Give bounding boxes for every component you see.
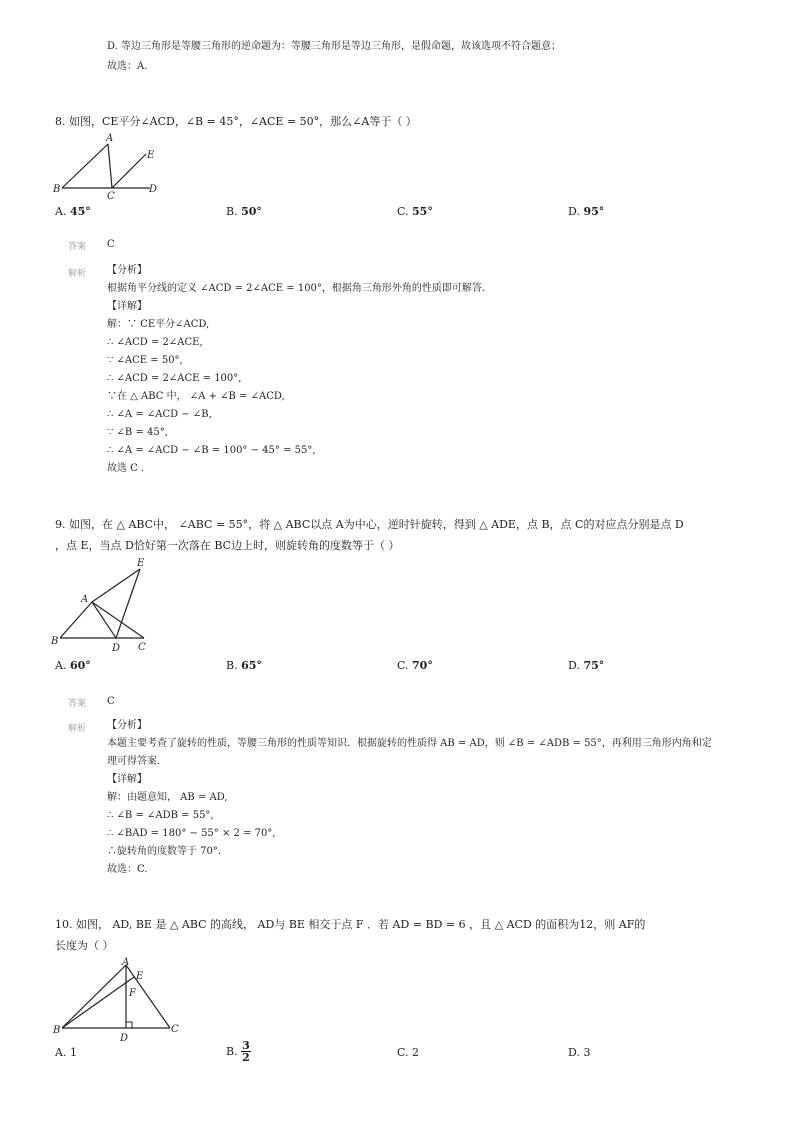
q8-analysis-line: ∵ ∠ACE = 50°,	[107, 355, 183, 366]
q8-analysis-line: ∵ ∠B = 45°,	[107, 427, 168, 438]
q10-stem-line2: 长度为（ ）	[55, 939, 114, 952]
q8-label-a: A	[106, 133, 114, 144]
q10-figure	[50, 955, 190, 1045]
q9-analysis-line: 解：由题意知， AB = AD,	[107, 792, 228, 803]
q8-option-d[interactable]: D. 95°	[568, 205, 605, 218]
q9-stem-line2: ，点 E，当点 D恰好第一次落在 BC边上时，则旋转角的度数等于（ ）	[55, 539, 400, 552]
q8-analysis-line: 【分析】	[107, 265, 147, 276]
prev-option-d-line: D. 等边三角形是等腰三角形的逆命题为：等腰三角形是等边三角形，是假命题，故该选项不符合题意；	[107, 41, 562, 52]
q8-analysis-line: 根据角平分线的定义 ∠ACD = 2∠ACE = 100°，根据角三角形外角的性质即可解答.	[107, 283, 486, 294]
q9-analysis-line: 故选：C.	[107, 864, 148, 875]
q9-label-d: D	[112, 643, 121, 654]
q9-analysis-line: 【详解】	[107, 774, 147, 785]
q9-analysis-line: ∴旋转角的度数等于 70°.	[107, 846, 222, 857]
q8-label-d: D	[149, 184, 158, 195]
q9-answer-label: 答案	[68, 699, 87, 709]
q9-option-c[interactable]: C. 70°	[397, 659, 433, 672]
q10-option-b[interactable]: B. $\frac{3}{2}$	[226, 1039, 250, 1064]
q9-analysis-line: 【分析】	[107, 720, 147, 731]
q9-answer: C	[107, 696, 115, 707]
q9-analysis-line: 本题主要考查了旋转的性质，等腰三角形的性质等知识．根据旋转的性质得 AB = AD，则 ∠B = ∠ADB = 55°，再利用三角形内角和定	[107, 738, 712, 749]
q8-option-a[interactable]: A. 45°	[55, 205, 91, 218]
q8-analysis-line: 【详解】	[107, 301, 147, 312]
q9-label-b: B	[51, 636, 59, 647]
q8-stem: 8. 如图，CE平分∠ACD，∠B = 45°，∠ACE = 50°，那么∠A等于（ ）	[55, 115, 417, 128]
q10-option-d[interactable]: D. 3	[568, 1046, 591, 1059]
q9-analysis-line: ∴ ∠BAD = 180° − 55° × 2 = 70°,	[107, 828, 276, 839]
q9-figure	[48, 556, 160, 656]
q8-analysis-line: ∵在 △ ABC 中， ∠A + ∠B = ∠ACD,	[107, 391, 285, 402]
q10-stem-line1: 10. 如图， AD, BE 是 △ ABC 的高线， AD与 BE 相交于点 F ．若 AD = BD = 6 ，且 △ ACD 的面积为12，则 AF的	[55, 918, 646, 931]
q9-analysis	[107, 719, 712, 881]
prev-choose-line: 故选：A.	[107, 61, 148, 72]
q8-analysis-line: ∴ ∠A = ∠ACD − ∠B,	[107, 409, 212, 420]
q8-analysis-line: ∴ ∠ACD = 2∠ACE = 100°,	[107, 373, 242, 384]
q8-label-c: C	[107, 191, 115, 202]
q10-label-f: F	[129, 988, 136, 999]
q9-label-e: E	[137, 558, 145, 569]
q9-option-d[interactable]: D. 75°	[568, 659, 605, 672]
q9-option-a[interactable]: A. 60°	[55, 659, 91, 672]
q8-label-e: E	[147, 150, 155, 161]
q8-label-b: B	[53, 184, 61, 195]
q8-analysis-line: ∴ ∠ACD = 2∠ACE,	[107, 337, 203, 348]
q8-analysis-label: 解析	[68, 269, 87, 279]
q8-analysis-line: 解：∵ CE平分∠ACD,	[107, 319, 210, 330]
q10-label-d: D	[120, 1033, 129, 1044]
q10-label-b: B	[53, 1025, 61, 1036]
q10-label-c: C	[171, 1024, 179, 1035]
q10-option-b-fraction: $\frac{3}{2}$	[242, 1039, 250, 1064]
q8-option-b[interactable]: B. 50°	[226, 205, 262, 218]
q9-label-a: A	[81, 594, 89, 605]
q10-option-a[interactable]: A. 1	[55, 1046, 77, 1059]
q9-analysis-line: 理可得答案.	[107, 756, 161, 767]
q9-label-c: C	[138, 642, 146, 653]
q8-answer-label: 答案	[68, 242, 87, 252]
q10-label-e: E	[136, 971, 144, 982]
q8-analysis	[107, 264, 485, 480]
q10-label-a: A	[122, 957, 130, 968]
q8-answer: C	[107, 239, 115, 250]
q9-analysis-label: 解析	[68, 724, 87, 734]
q9-option-b[interactable]: B. 65°	[226, 659, 262, 672]
q10-option-c[interactable]: C. 2	[397, 1046, 420, 1059]
q8-analysis-line: 故选 C .	[107, 463, 145, 474]
q8-analysis-line: ∴ ∠A = ∠ACD − ∠B = 100° − 45° = 55°,	[107, 445, 316, 456]
q8-option-c[interactable]: C. 55°	[397, 205, 433, 218]
q9-stem-line1: 9. 如图，在 △ ABC中， ∠ABC = 55°，将 △ ABC以点 A为中心，逆时针旋转，得到 △ ADE，点 B，点 C的对应点分别是点 D	[55, 518, 684, 531]
q9-analysis-line: ∴ ∠B = ∠ADB = 55°,	[107, 810, 214, 821]
q8-figure	[50, 130, 180, 202]
